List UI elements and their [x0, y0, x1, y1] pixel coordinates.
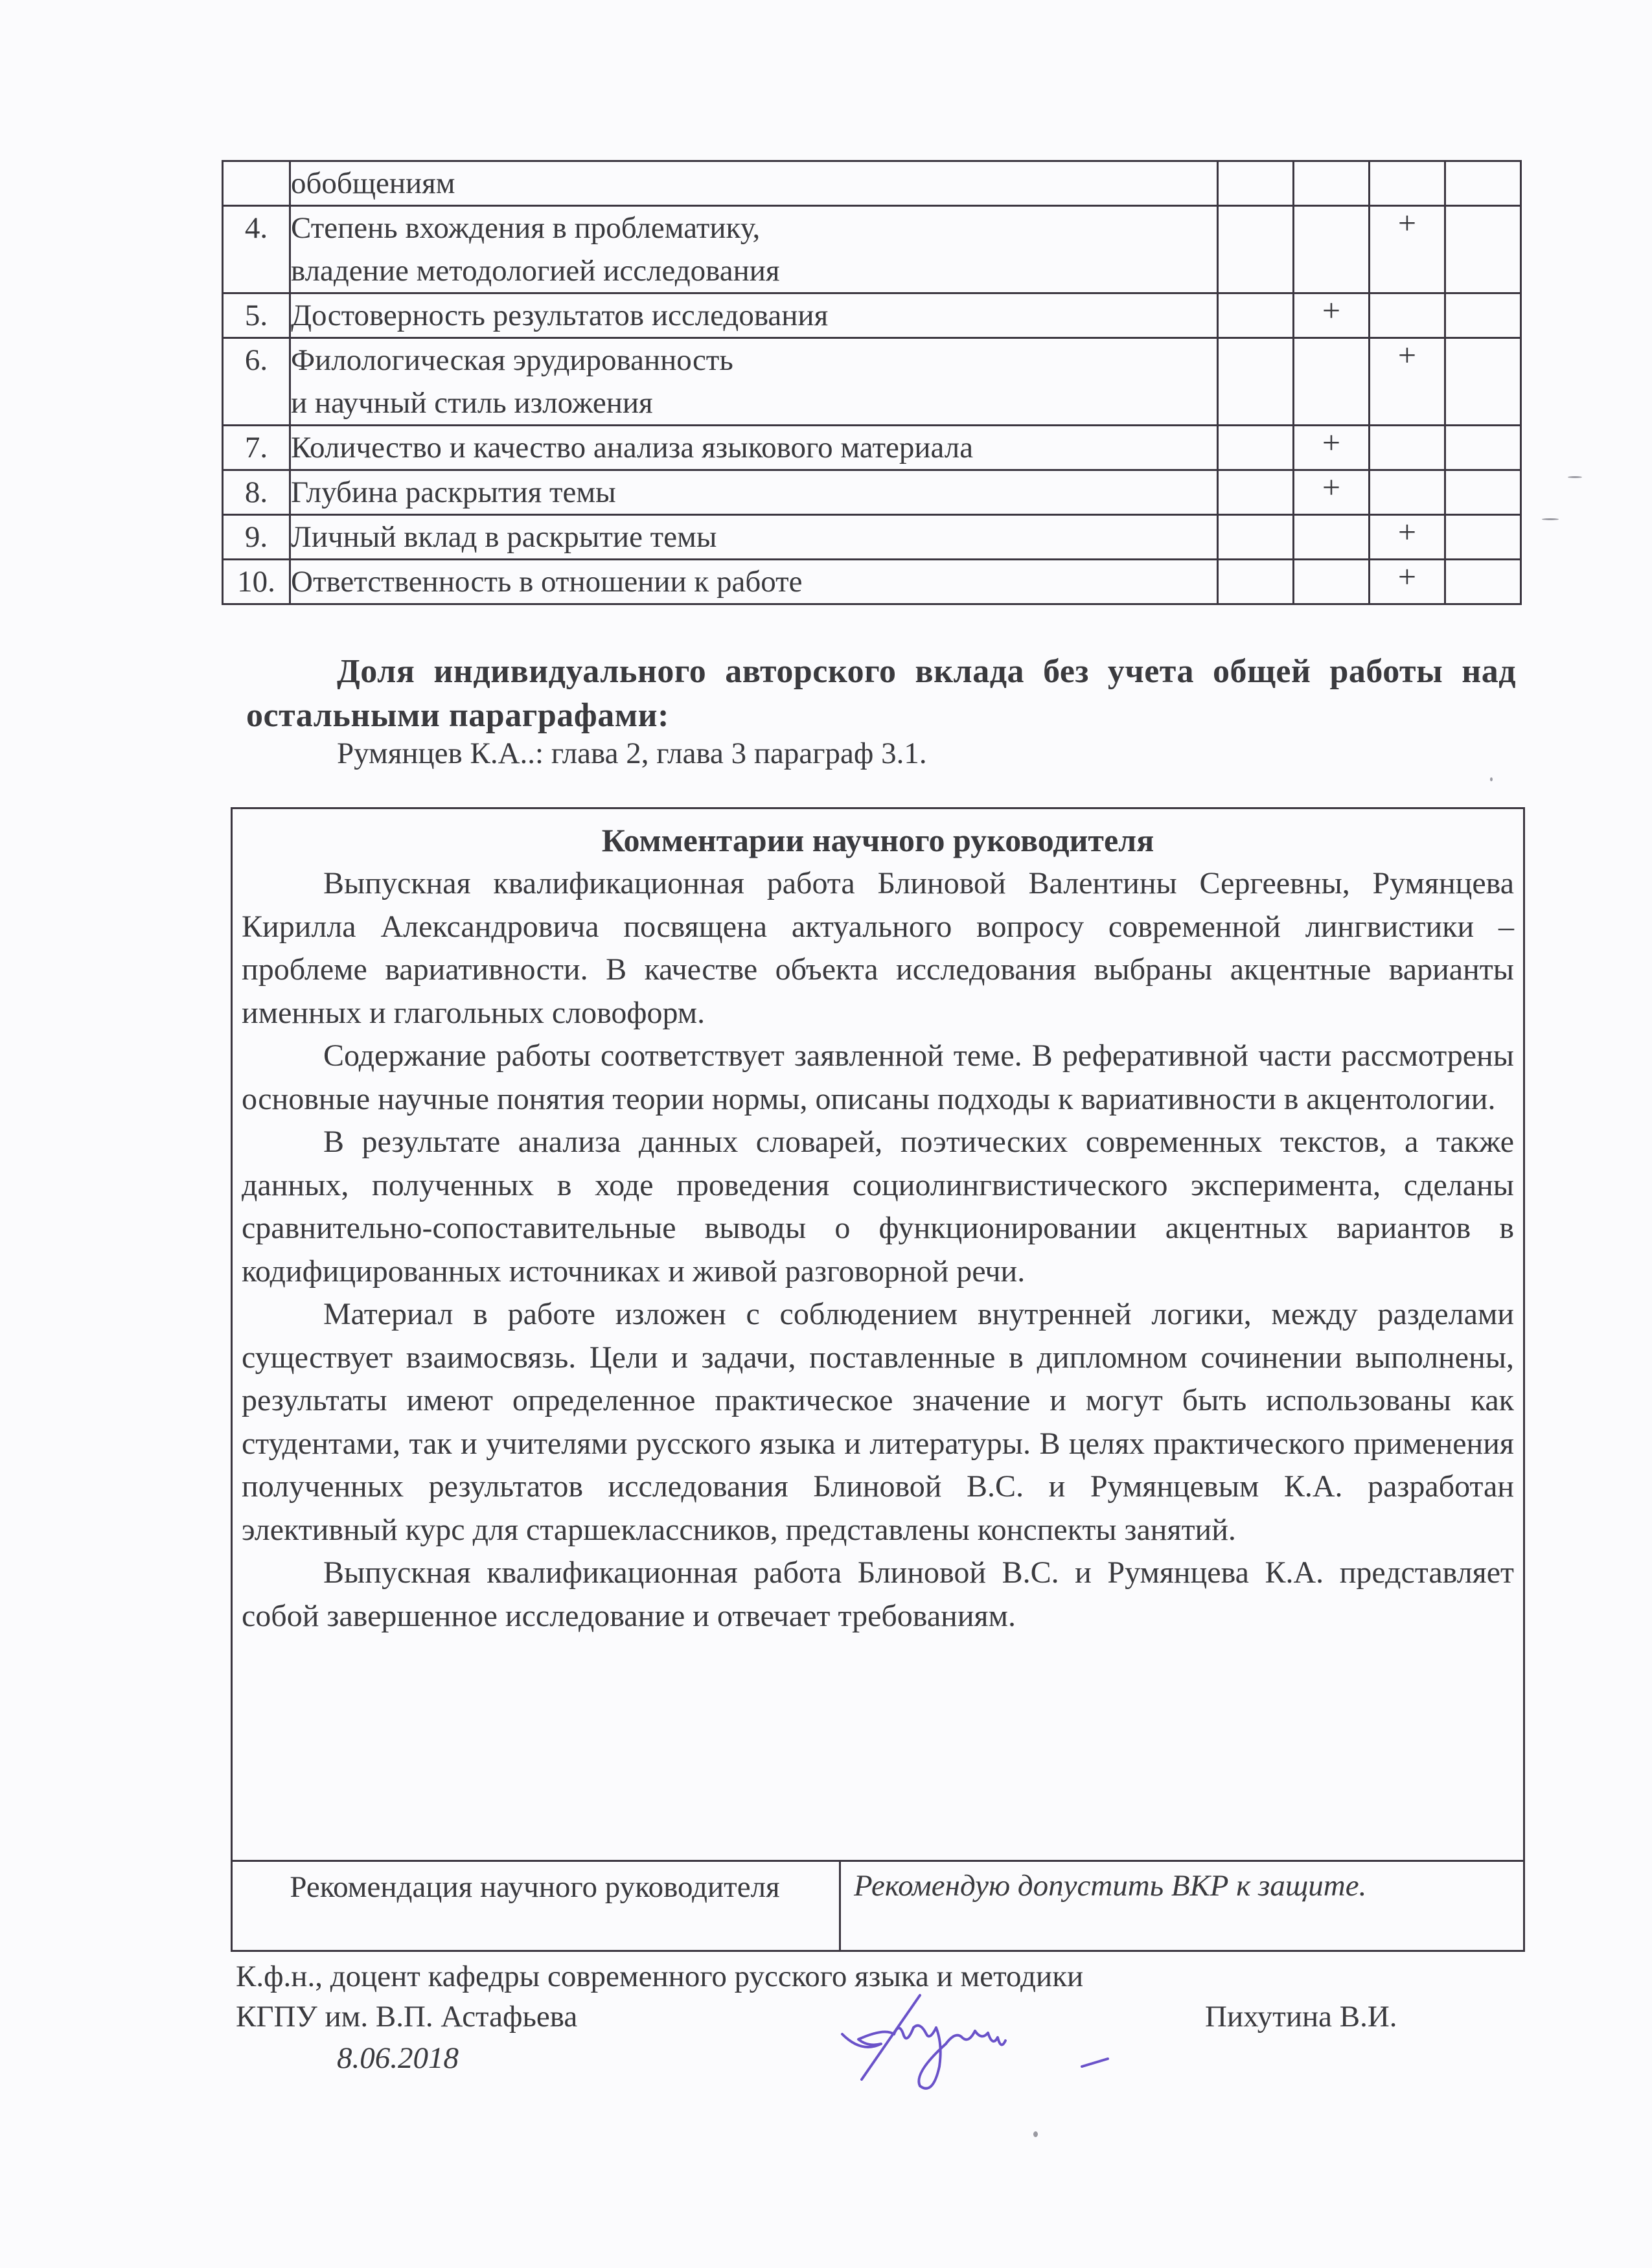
criteria-description — [290, 470, 1218, 515]
supervisor-position: К.ф.н., доцент кафедры современного русского языка и методики — [236, 1960, 1084, 1993]
rating-cell-3: + — [1370, 338, 1445, 426]
rating-cell-1 — [1218, 161, 1294, 206]
rating-cell-3 — [1370, 426, 1445, 470]
rating-cell-3: + — [1370, 560, 1445, 604]
criteria-description-line: владение методологией исследования — [291, 254, 780, 288]
rating-cell-4 — [1445, 560, 1521, 604]
contribution-heading: Доля индивидуального авторского вклада без учета общей работы над остальными параграфами: — [246, 653, 1516, 734]
criteria-description-line: обобщениям — [291, 166, 455, 200]
recommendation-value: Рекомендую допустить ВКР к защите. — [854, 1869, 1367, 1903]
recommendation-row — [231, 1860, 1525, 1952]
criteria-description — [290, 161, 1218, 206]
rating-cell-1 — [1218, 515, 1294, 560]
criteria-row — [223, 470, 1521, 515]
rating-cell-3 — [1370, 293, 1445, 338]
criteria-description-line: Количество и качество анализа языкового материала — [291, 431, 974, 464]
rating-cell-1 — [1218, 206, 1294, 293]
scan-speck — [1033, 2131, 1038, 2137]
criteria-row — [223, 161, 1521, 206]
rating-cell-4 — [1445, 338, 1521, 426]
rating-cell-4 — [1445, 161, 1521, 206]
criteria-description-line: Достоверность результатов исследования — [291, 299, 829, 332]
comments-title: Комментарии научного руководителя — [601, 822, 1154, 858]
rating-cell-4 — [1445, 470, 1521, 515]
rating-cell-3 — [1370, 470, 1445, 515]
rating-cell-3 — [1370, 161, 1445, 206]
rating-cell-2: + — [1294, 293, 1370, 338]
criteria-description — [290, 293, 1218, 338]
criteria-table-body — [223, 161, 1521, 604]
rating-cell-3: + — [1370, 515, 1445, 560]
criteria-description — [290, 426, 1218, 470]
supervisor-comments-box — [231, 807, 1525, 1952]
criteria-description-line: Ответственность в отношении к работе — [291, 565, 803, 599]
rating-cell-1 — [1218, 338, 1294, 426]
comments-body — [242, 862, 1514, 1638]
comment-paragraph: Материал в работе изложен с соблюдением внутренней логики, между разделами существует взаимосвязь. Цели и задачи, поставленные в дипломном сочинении выполнены, результаты имеют определенное практическое значение и могут быть использованы как студентами, так и учителями русского языка и литературы. В целях практического применения полученных результатов исследования Блиновой В.С. и Румянцевым К.А. разработан элективный курс для старшеклассников, представлены конспекты занятий. — [242, 1297, 1514, 1547]
recommendation-label: Рекомендация научного руководителя — [231, 1862, 841, 1950]
scan-speck — [1490, 777, 1493, 781]
rating-cell-1 — [1218, 560, 1294, 604]
supervisor-institution: КГПУ им. В.П. Астафьева — [236, 2000, 578, 2033]
rating-cell-4 — [1445, 426, 1521, 470]
rating-cell-1 — [1218, 426, 1294, 470]
criteria-number — [223, 161, 290, 206]
rating-cell-2 — [1294, 338, 1370, 426]
criteria-row — [223, 206, 1521, 293]
criteria-description — [290, 206, 1218, 293]
rating-cell-4 — [1445, 515, 1521, 560]
signature-date: 8.06.2018 — [337, 2041, 459, 2075]
criteria-description-line: Личный вклад в раскрытие темы — [291, 520, 717, 554]
supervisor-name: Пихутина В.И. — [1205, 2000, 1397, 2033]
rating-cell-4 — [1445, 293, 1521, 338]
rating-cell-2: + — [1294, 426, 1370, 470]
criteria-number: 5. — [223, 293, 290, 338]
criteria-description — [290, 338, 1218, 426]
comment-paragraph: В результате анализа данных словарей, поэтических современных текстов, а также данных, полученных в ходе проведения социолингвистического эксперимента, сделаны сравнительно-сопоставительные выводы о функционировании акцентных вариантов в кодифицированных источниках и живой разговорной речи. — [242, 1125, 1514, 1289]
rating-cell-1 — [1218, 470, 1294, 515]
comment-paragraph: Выпускная квалификационная работа Блиновой Валентины Сергеевны, Румянцева Кирилла Александровича посвящена актуального вопросу современной лингвистики – проблеме вариативности. В качестве объекта исследования выбраны акцентные варианты именных и глагольных словоформ. — [242, 866, 1514, 1030]
rating-cell-3: + — [1370, 206, 1445, 293]
criteria-description-line: и научный стиль изложения — [291, 386, 653, 420]
handwritten-signature-icon — [823, 1982, 1121, 2105]
rating-cell-2: + — [1294, 470, 1370, 515]
criteria-description — [290, 515, 1218, 560]
rating-cell-1 — [1218, 293, 1294, 338]
rating-cell-4 — [1445, 206, 1521, 293]
rating-cell-2 — [1294, 161, 1370, 206]
comment-paragraph: Выпускная квалификационная работа Блиновой В.С. и Румянцева К.А. представляет собой завершенное исследование и отвечает требованиям. — [242, 1555, 1514, 1633]
rating-cell-2 — [1294, 206, 1370, 293]
scan-speck — [1542, 518, 1559, 520]
criteria-number: 4. — [223, 206, 290, 293]
contribution-text: Румянцев К.А..: глава 2, глава 3 параграф 3.1. — [337, 737, 927, 770]
criteria-description-line: Филологическая эрудированность — [291, 343, 733, 377]
rating-cell-2 — [1294, 515, 1370, 560]
criteria-number: 6. — [223, 338, 290, 426]
criteria-description — [290, 560, 1218, 604]
scan-speck — [1568, 476, 1582, 478]
criteria-row — [223, 293, 1521, 338]
criteria-number: 7. — [223, 426, 290, 470]
rating-cell-2 — [1294, 560, 1370, 604]
criteria-row — [223, 338, 1521, 426]
criteria-table — [222, 160, 1522, 605]
criteria-description-line: Степень вхождения в проблематику, — [291, 211, 761, 245]
criteria-row — [223, 560, 1521, 604]
comment-paragraph: Содержание работы соответствует заявленной теме. В реферативной части рассмотрены основные научные понятия теории нормы, описаны подходы к вариативности в акцентологии. — [242, 1038, 1514, 1116]
criteria-number: 9. — [223, 515, 290, 560]
criteria-row — [223, 426, 1521, 470]
criteria-description-line: Глубина раскрытия темы — [291, 475, 616, 509]
criteria-number: 8. — [223, 470, 290, 515]
criteria-row — [223, 515, 1521, 560]
criteria-number: 10. — [223, 560, 290, 604]
